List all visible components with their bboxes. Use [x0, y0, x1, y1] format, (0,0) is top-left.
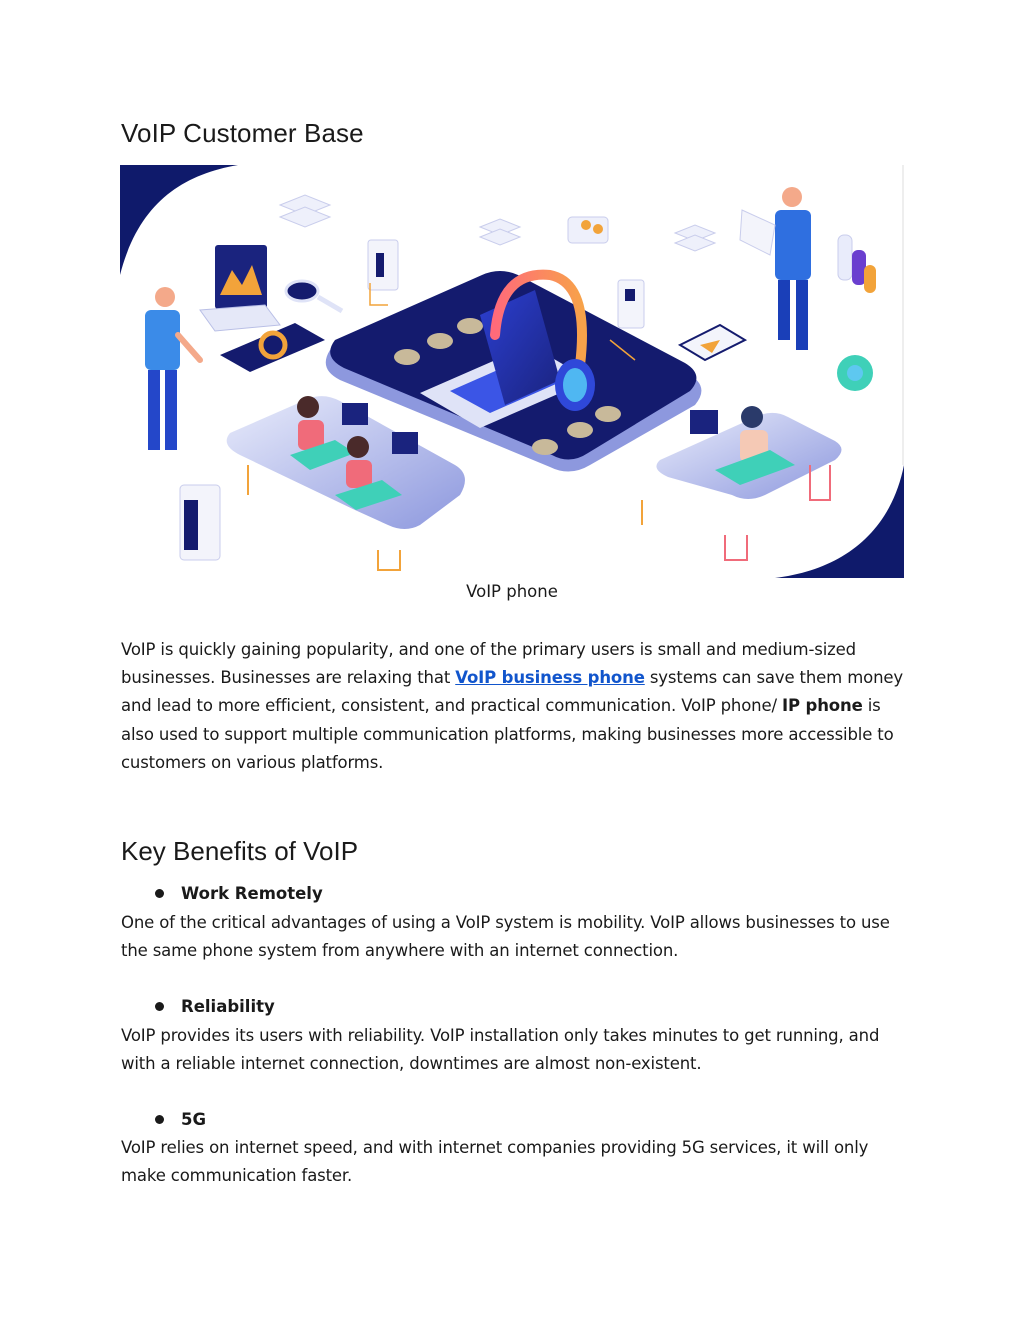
bullet-icon: [155, 1002, 164, 1011]
benefit-title-work-remotely: [155, 884, 323, 903]
benefit-title: 5G: [181, 1110, 207, 1129]
bullet-icon: [155, 1115, 164, 1124]
section-heading-customer-base: VoIP Customer Base: [121, 118, 364, 148]
benefit-text-5g: VoIP relies on internet speed, and with internet companies providing 5G services, it will only make communication faster.: [121, 1138, 869, 1186]
benefit-text-work-remotely: One of the critical advantages of using a VoIP system is mobility. VoIP allows businesses to use the same phone system from anywhere with an internet connection.: [121, 913, 890, 961]
figure-caption: VoIP phone: [466, 582, 558, 601]
benefit-title: Work Remotely: [181, 884, 323, 903]
corner-blob-bottom-right: [775, 465, 904, 578]
section-heading-key-benefits: Key Benefits of VoIP: [121, 836, 359, 866]
benefit-title: Reliability: [181, 997, 275, 1016]
benefit-text-reliability: VoIP provides its users with reliability. VoIP installation only takes minutes to get running, and with a reliable internet connection, downtimes are almost non-existent.: [121, 1026, 880, 1074]
voip-business-phone-link[interactable]: VoIP business phone: [455, 668, 645, 688]
benefit-title-5g: [155, 1110, 206, 1129]
paragraph-text-part1: VoIP is quickly gaining popularity, and one of the primary users is small and medium-sized businesses. Businesses are relaxing that: [121, 640, 856, 688]
benefit-title-reliability: [155, 997, 275, 1016]
customer-base-paragraph: [121, 636, 911, 777]
voip-illustration: [120, 165, 904, 578]
paragraph-text-part3: is also used to support multiple communication platforms, making businesses more accessible to customers on various platforms.: [121, 696, 894, 772]
ip-phone-bold: IP phone: [782, 696, 863, 716]
paragraph-text-part2: systems can save them money and lead to more efficient, consistent, and practical communication. VoIP phone/: [121, 668, 903, 716]
bullet-icon: [155, 889, 164, 898]
